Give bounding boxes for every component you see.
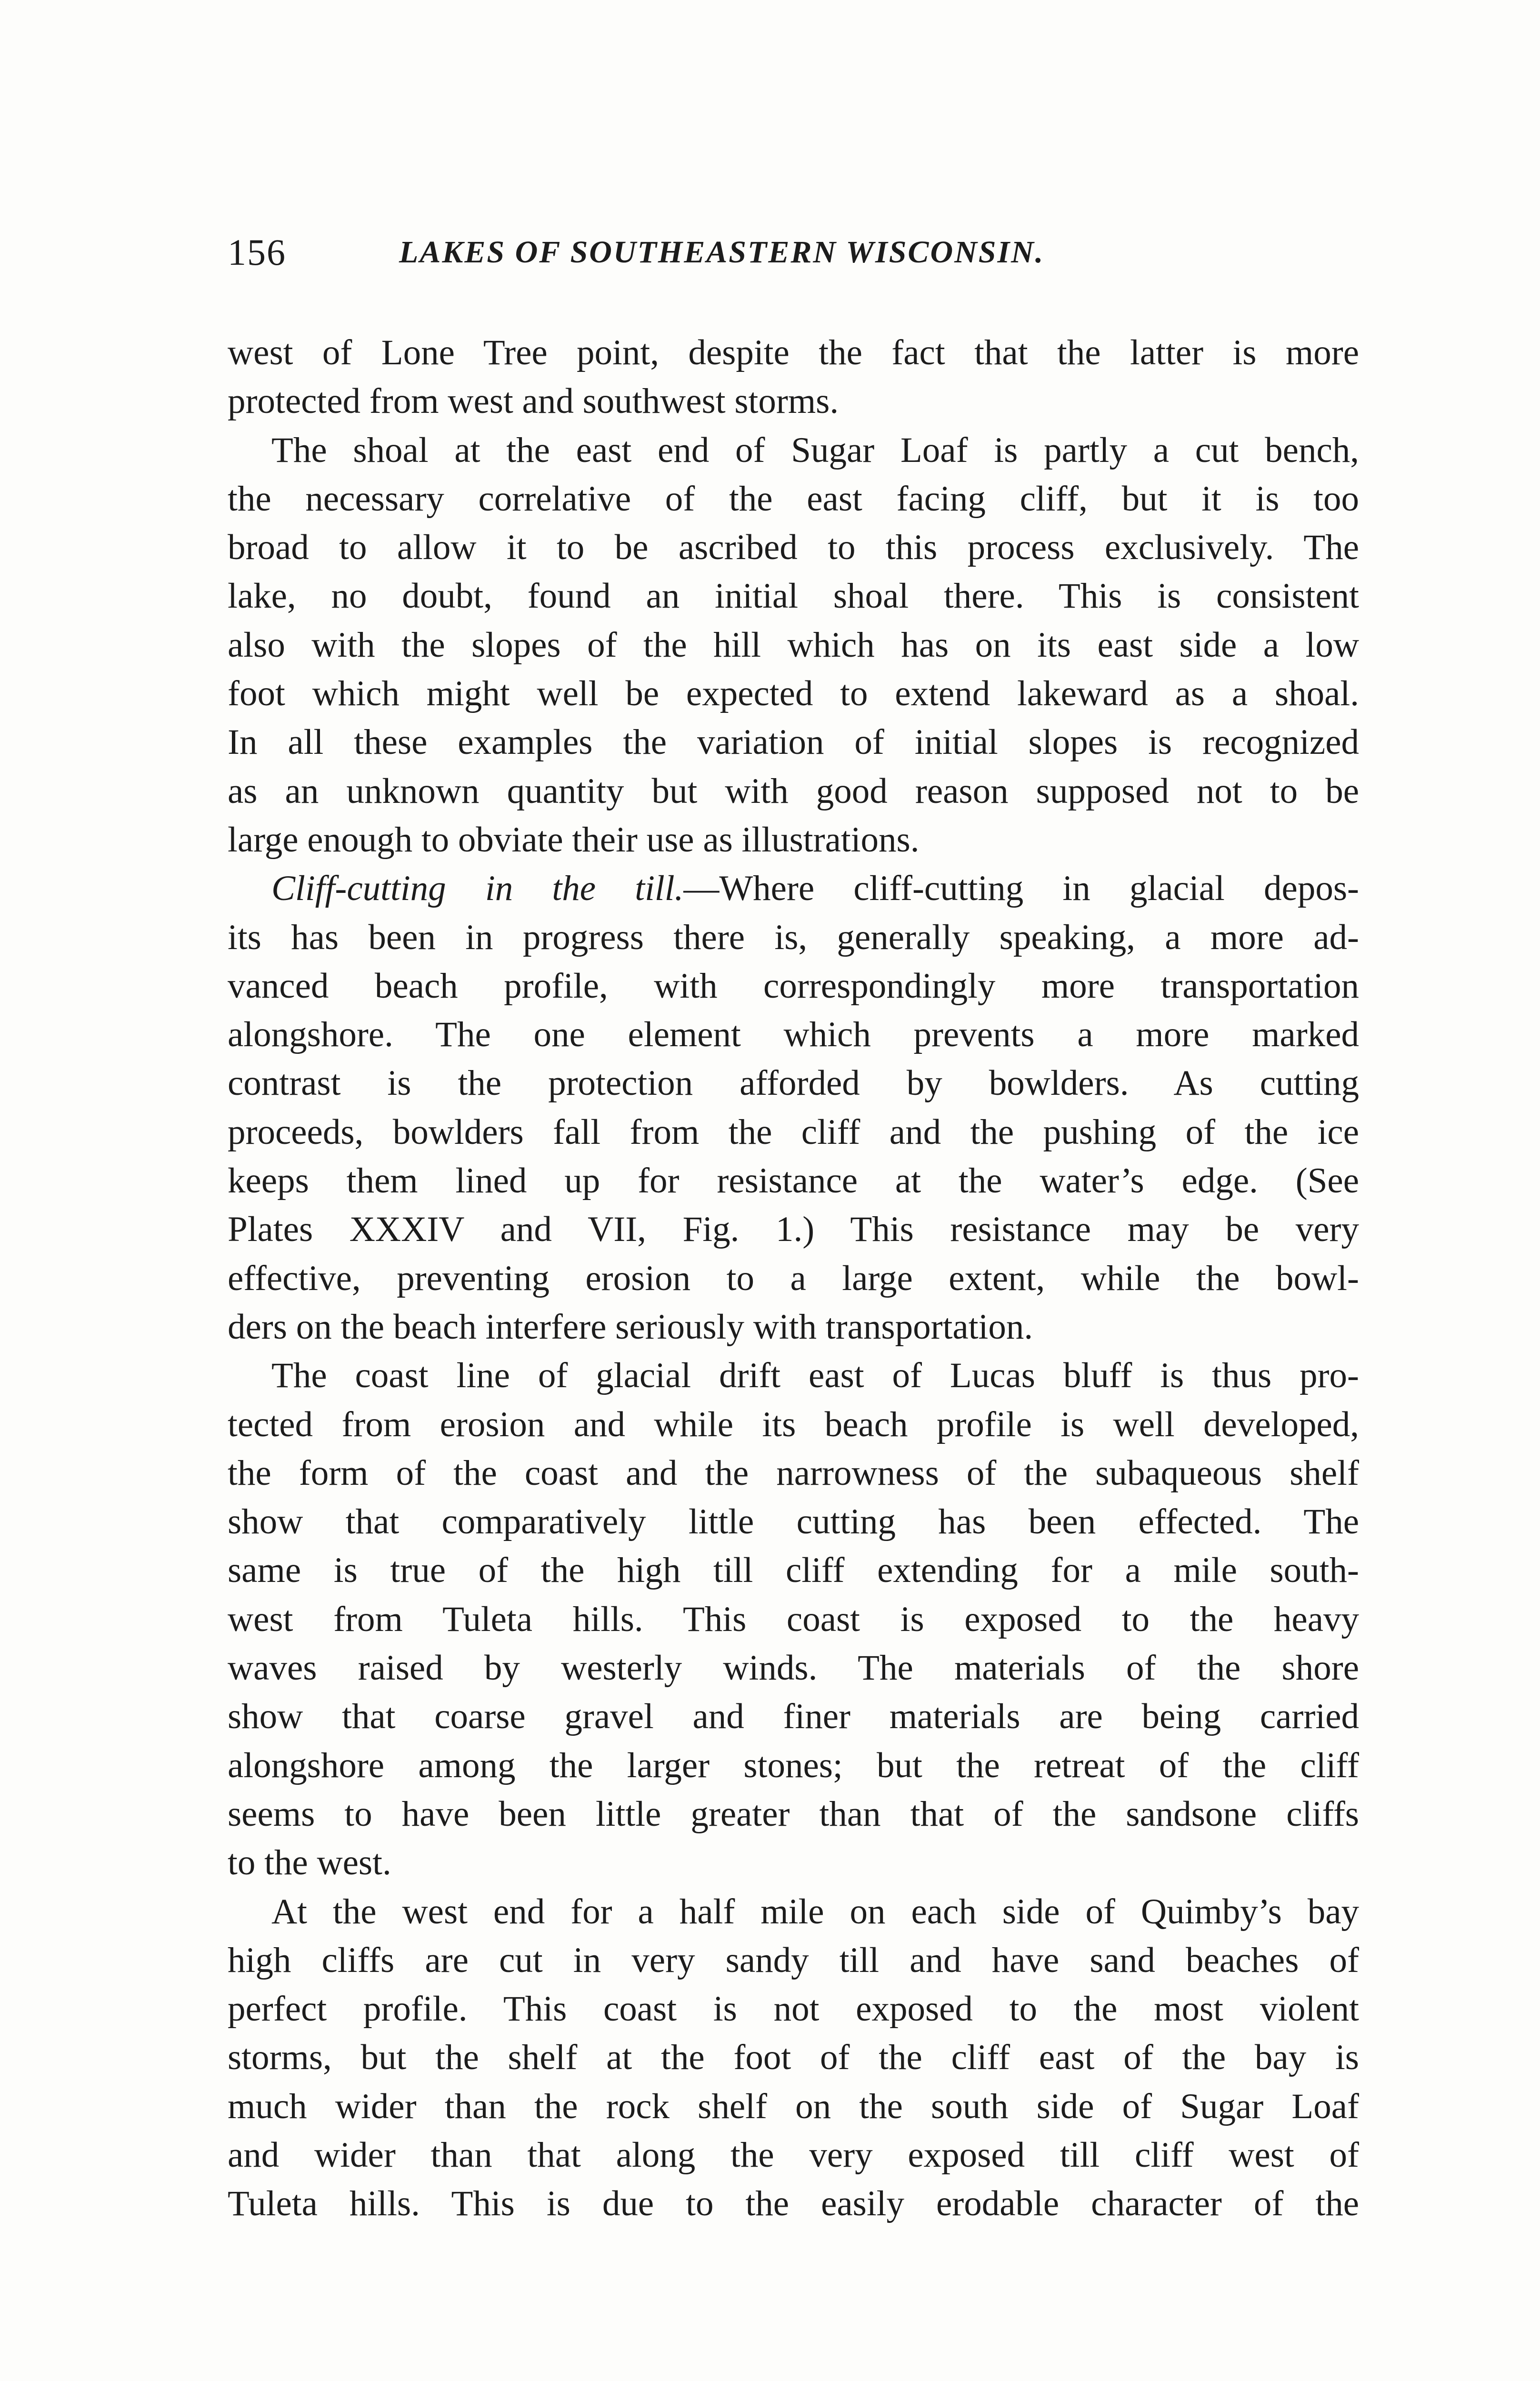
text-line-tail: —Where cliff-cutting in glacial depos- [683, 869, 1359, 909]
section-run-in-heading: Cliff-cutting in the till. [271, 869, 684, 909]
text-line: keeps them lined up for resistance at the water’s edge. (See [228, 1161, 1359, 1201]
paragraph-west-end [228, 1888, 1359, 2229]
running-title: LAKES OF SOUTHEASTERN WISCONSIN. [399, 235, 1045, 270]
text-line: lake, no doubt, found an initial shoal there. This is consistent [228, 576, 1359, 616]
text-line: contrast is the protection afforded by bowlders. As cutting [228, 1063, 1359, 1103]
text-line: alongshore. The one element which prevents a more marked [228, 1015, 1359, 1055]
page-number: 156 [228, 231, 286, 273]
text-line: The coast line of glacial drift east of Lucas bluff is thus pro- [271, 1356, 1359, 1396]
text-line: to the west. [228, 1843, 391, 1883]
text-line: perfect profile. This coast is not exposed to the most violent [228, 1989, 1359, 2029]
running-head [228, 224, 1370, 281]
text-line: At the west end for a half mile on each side of Quimby’s bay [271, 1891, 1359, 1931]
text-line: same is true of the high till cliff extending for a mile south- [228, 1551, 1359, 1591]
text-line: ders on the beach interfere seriously with transportation. [228, 1307, 1033, 1347]
text-line: foot which might well be expected to extend lakeward as a shoal. [228, 674, 1359, 714]
text-line: the necessary correlative of the east facing cliff, but it is too [228, 479, 1359, 519]
text-line: the form of the coast and the narrowness of the subaqueous shelf [228, 1453, 1359, 1493]
text-line: west of Lone Tree point, despite the fact that the latter is more [228, 333, 1359, 372]
text-line: large enough to obviate their use as illustrations. [228, 820, 920, 860]
text-line: Tuleta hills. This is due to the easily erodable character of the [228, 2184, 1359, 2224]
text-line: effective, preventing erosion to a large extent, while the bowl- [228, 1258, 1359, 1298]
text-line: storms, but the shelf at the foot of the cliff east of the bay is [228, 2038, 1359, 2078]
text-line: as an unknown quantity but with good reason supposed not to be [228, 771, 1359, 811]
text-line: alongshore among the larger stones; but the retreat of the cliff [228, 1745, 1359, 1785]
text-line: its has been in progress there is, generally speaking, a more ad- [228, 917, 1359, 957]
paragraph-shoal [228, 426, 1359, 865]
paragraph-continuation [228, 329, 1359, 426]
text-line: In all these examples the variation of initial slopes is recognized [228, 722, 1359, 762]
text-line: also with the slopes of the hill which has on its east side a low [228, 625, 1359, 665]
paragraph-coast-line [228, 1351, 1359, 1887]
text-line: proceeds, bowlders fall from the cliff and the pushing of the ice [228, 1112, 1359, 1152]
text-line-with-heading [228, 864, 1359, 913]
text-line: tected from erosion and while its beach profile is well developed, [228, 1404, 1359, 1444]
text-line: protected from west and southwest storms. [228, 381, 839, 421]
text-line: vanced beach profile, with correspondingly more transportation [228, 966, 1359, 1006]
text-line: seems to have been little greater than that of the sandsone cliffs [228, 1794, 1359, 1834]
text-line: Plates XXXIV and VII, Fig. 1.) This resistance may be very [228, 1210, 1359, 1250]
text-line: high cliffs are cut in very sandy till and have sand beaches of [228, 1940, 1359, 1980]
text-line: west from Tuleta hills. This coast is exposed to the heavy [228, 1599, 1359, 1639]
text-line: and wider than that along the very exposed till cliff west of [228, 2135, 1359, 2175]
text-line: broad to allow it to be ascribed to this process exclusively. The [228, 528, 1359, 568]
text-line: show that comparatively little cutting has been effected. The [228, 1502, 1359, 1542]
text-line: waves raised by westerly winds. The materials of the shore [228, 1648, 1359, 1688]
text-line: show that coarse gravel and finer materials are being carried [228, 1697, 1359, 1737]
paragraph-cliff-cutting [228, 864, 1359, 1351]
text-line: much wider than the rock shelf on the south side of Sugar Loaf [228, 2086, 1359, 2126]
body-text [228, 329, 1359, 2229]
text-line: The shoal at the east end of Sugar Loaf is partly a cut bench, [271, 430, 1359, 470]
